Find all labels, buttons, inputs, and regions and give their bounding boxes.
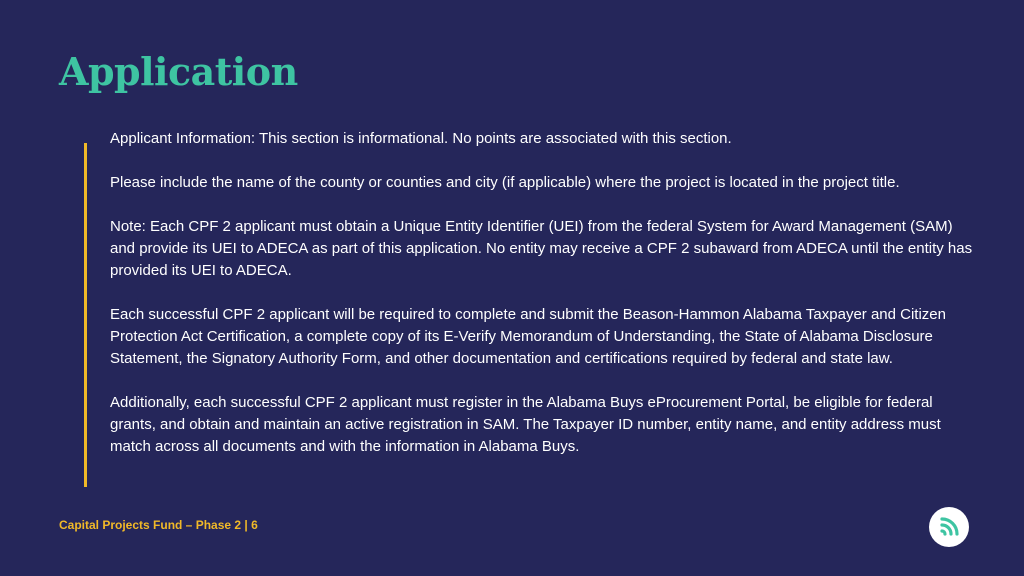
body-text xyxy=(110,128,980,480)
paragraph-uei-note: Note: Each CPF 2 applicant must obtain a Unique Entity Identifier (UEI) from the federal System for Award Management (SAM) and provide its UEI to ADECA as part of this application. No entity may receive a CPF 2 subaward from ADECA until the entity has provided its UEI to ADECA. xyxy=(110,218,973,279)
paragraph-county-instructions: Please include the name of the county or counties and city (if applicable) where the project is located in the project title. xyxy=(110,174,900,191)
footer-text: Capital Projects Fund – Phase 2 | 6 xyxy=(59,518,258,532)
accent-bar xyxy=(84,143,87,487)
paragraph-alabama-buys: Additionally, each successful CPF 2 applicant must register in the Alabama Buys eProcurement Portal, be eligible for federal grants, and obtain and maintain an active registration in SAM. The Taxpayer ID number, entity name, and entity address must match across all documents and with the information in Alabama Buys. xyxy=(110,394,941,455)
paragraph-certification-requirements: Each successful CPF 2 applicant will be required to complete and submit the Beason-Hammon Alabama Taxpayer and Citizen Protection Act Certification, a complete copy of its E-Verify Memorandum of Understanding, the State of Alabama Disclosure Statement, the Signatory Authority Form, and other documentation and certifications required by federal and state law. xyxy=(110,306,946,367)
paragraph-applicant-info: Applicant Information: This section is informational. No points are associated with this section. xyxy=(110,130,732,147)
slide-title: Application xyxy=(59,49,298,94)
signal-waves-logo-icon xyxy=(929,507,969,547)
